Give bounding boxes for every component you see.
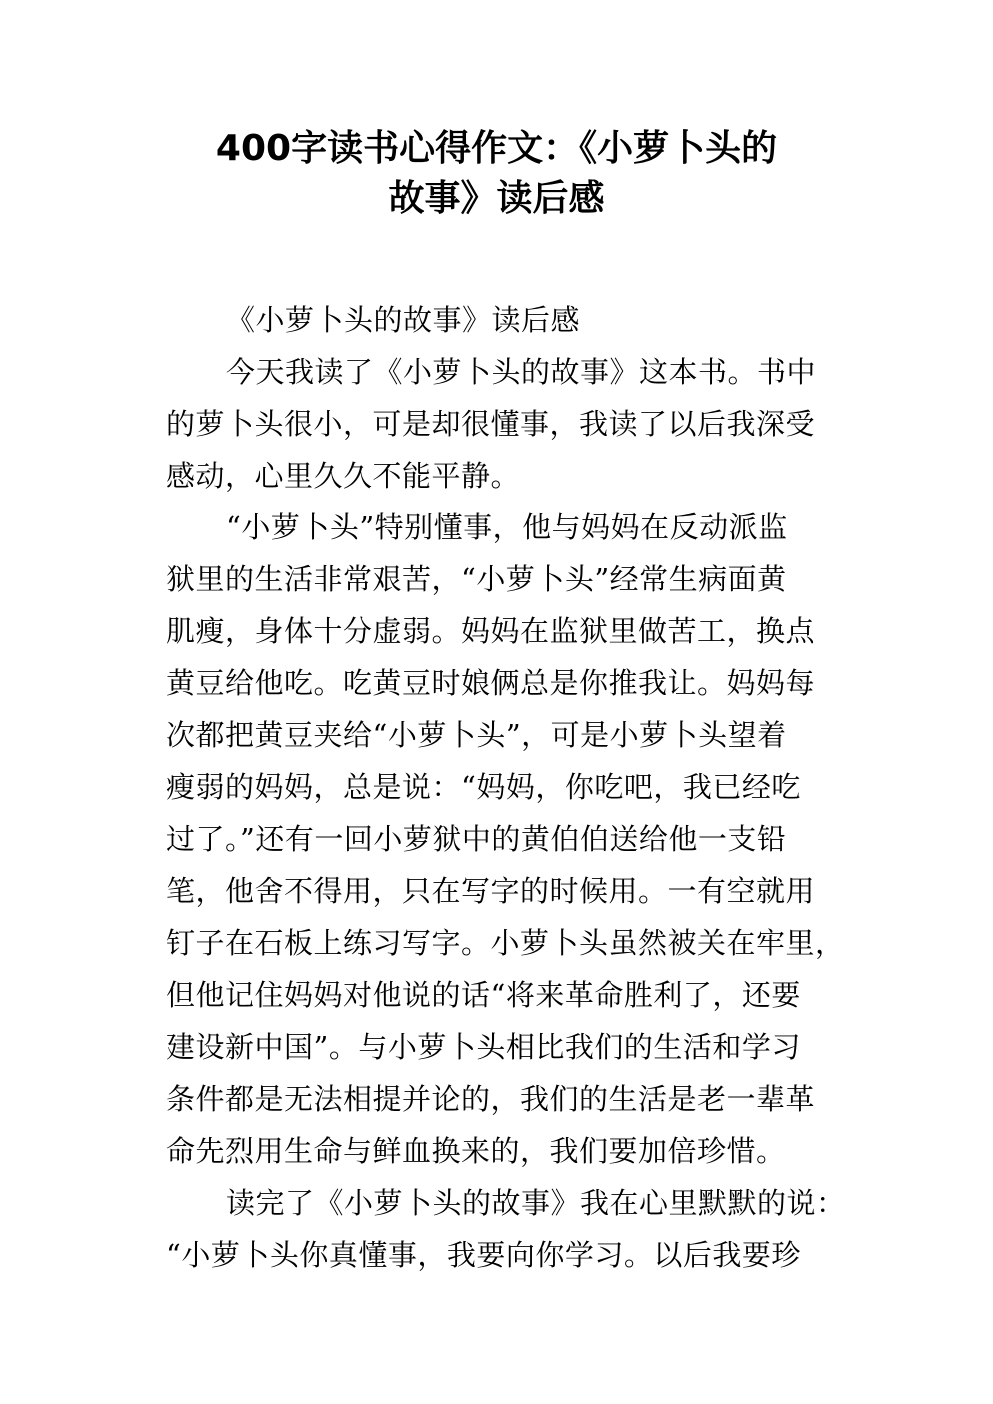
- body-line: 笔，他舍不得用，只在写字的时候用。一有空就用: [166, 874, 816, 908]
- document-title-line-1: 400字读书心得作文：《小萝卜头的: [215, 128, 778, 169]
- body-line: 过了。”还有一回小萝狱中的黄伯伯送给他一支铅: [166, 822, 787, 856]
- body-line: 但他记住妈妈对他说的话“将来革命胜利了，还要: [166, 978, 801, 1012]
- body-line: 的萝卜头很小，可是却很懂事，我读了以后我深受: [166, 407, 816, 441]
- body-line: 钉子在石板上练习写字。小萝卜头虽然被关在牢里，: [166, 926, 845, 960]
- body-line: 次都把黄豆夹给“小萝卜头”，可是小萝卜头望着: [166, 718, 787, 752]
- body-line: “小萝卜头”特别懂事，他与妈妈在反动派监: [226, 510, 788, 544]
- body-line: “小萝卜头你真懂事，我要向你学习。以后我要珍: [166, 1238, 801, 1272]
- body-line: 黄豆给他吃。吃黄豆时娘俩总是你推我让。妈妈每: [166, 666, 816, 700]
- body-line: 读完了《小萝卜头的故事》我在心里默默的说：: [226, 1186, 846, 1220]
- body-line: 命先烈用生命与鲜血换来的，我们要加倍珍惜。: [166, 1134, 786, 1168]
- body-line: 肌瘦，身体十分虚弱。妈妈在监狱里做苦工，换点: [166, 614, 816, 648]
- body-line: 条件都是无法相提并论的，我们的生活是老一辈革: [166, 1082, 816, 1116]
- body-line: 建设新中国”。与小萝卜头相比我们的生活和学习: [166, 1030, 801, 1064]
- body-line: 狱里的生活非常艰苦，“小萝卜头”经常生病面黄: [166, 562, 787, 596]
- subtitle-line: 《小萝卜头的故事》读后感: [226, 303, 581, 337]
- body-line: 今天我读了《小萝卜头的故事》这本书。书中: [226, 355, 817, 389]
- document-title-line-2: 故事》读后感: [388, 178, 605, 219]
- body-line: 感动，心里久久不能平静。: [166, 459, 521, 493]
- body-line: 瘦弱的妈妈，总是说：“妈妈，你吃吧，我已经吃: [166, 770, 801, 804]
